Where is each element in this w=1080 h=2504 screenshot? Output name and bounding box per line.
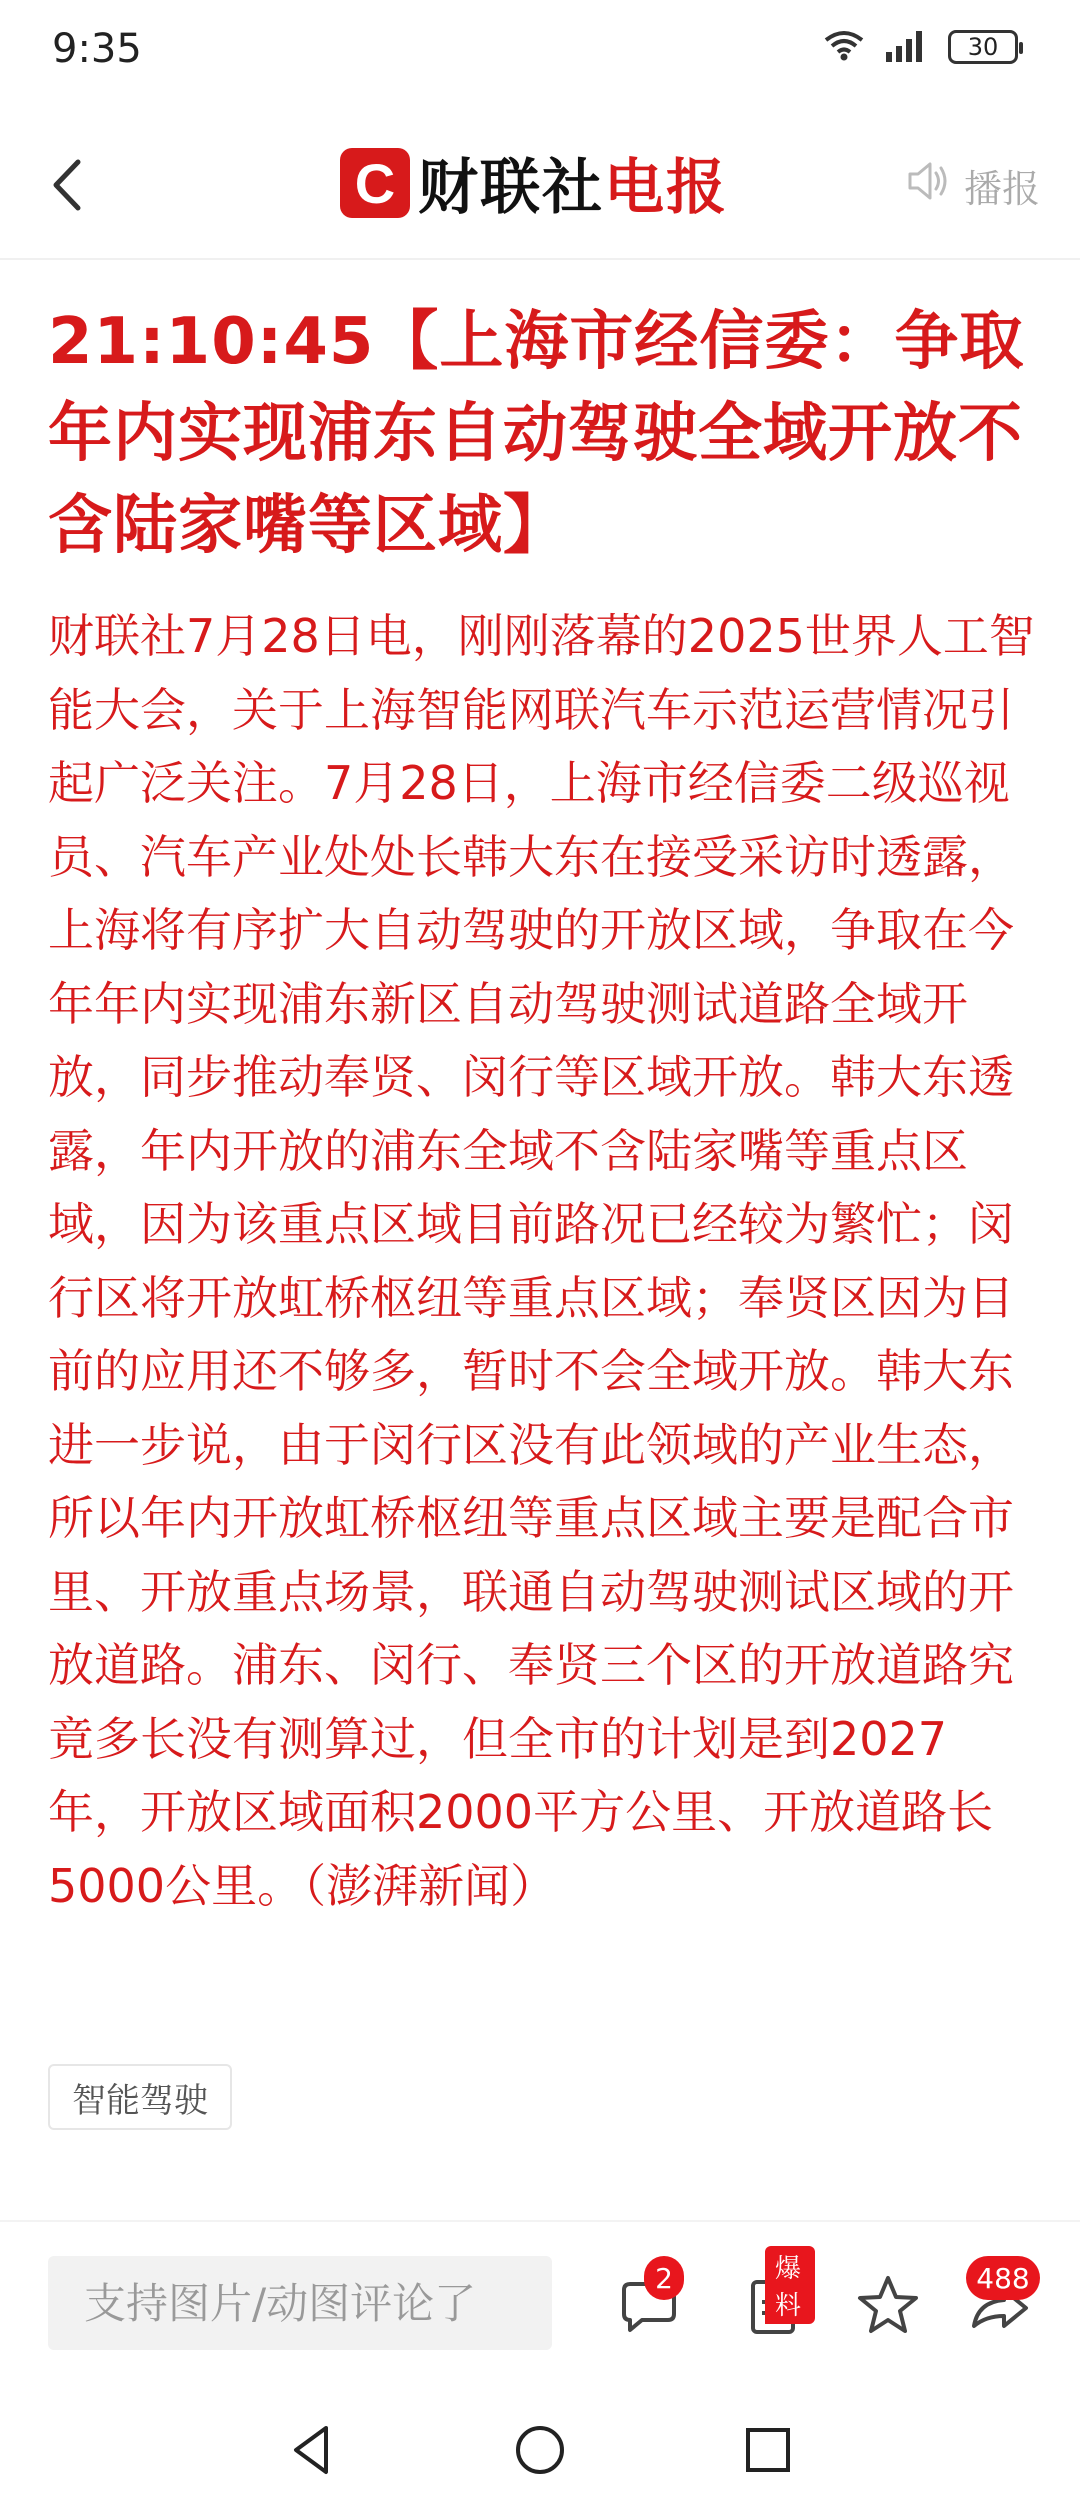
back-button[interactable] [40, 150, 100, 220]
app-header [0, 110, 1080, 260]
chevron-left-icon [40, 205, 100, 224]
circle-home-icon [510, 2465, 570, 2484]
logo-text-telegraph: 电报 [604, 153, 728, 223]
share-icon [960, 2331, 1040, 2350]
comment-count-badge: 2 [644, 2256, 684, 2300]
system-nav-bar [0, 2390, 1080, 2504]
comment-button[interactable] [610, 2261, 690, 2346]
battery-icon: 30 [948, 30, 1018, 64]
share-count-badge: 488 [966, 2256, 1040, 2300]
logo-text-brand: 财联社 [418, 153, 604, 223]
article-headline: 21:10:45【上海市经信委：争取年内实现浦东自动驾驶全域开放不含陆家嘴等区域】 [48, 305, 1025, 563]
bottom-action-bar [0, 2220, 1080, 2392]
star-icon [848, 2331, 928, 2350]
comment-icon [610, 2331, 690, 2350]
share-button[interactable] [960, 2261, 1040, 2346]
signal-icon [884, 28, 930, 66]
wifi-icon [822, 28, 866, 66]
broadcast-label: 播报 [963, 167, 1040, 211]
square-recents-icon [738, 2465, 798, 2484]
nav-home-button[interactable] [510, 2420, 570, 2480]
logo-mark: C [340, 148, 410, 218]
broadcast-button[interactable] [904, 158, 1040, 213]
article [48, 296, 1038, 1923]
comment-input[interactable] [48, 2256, 552, 2350]
status-time: 9:35 [52, 26, 142, 72]
nav-recents-button[interactable] [738, 2420, 798, 2480]
nav-back-button[interactable] [282, 2420, 342, 2480]
report-button[interactable] [735, 2254, 815, 2346]
article-body: 财联社7月28日电，刚刚落幕的2025世界人工智能大会，关于上海智能网联汽车示范运营情况引起广泛关注。7月28日，上海市经信委二级巡视员、汽车产业处处长韩大东在接受采访时透露，上海将有序扩大自动驾驶的开放区域，争取在今年年内实现浦东新区自动驾驶测试道路全域开放，同步推动奉贤、闵行等区域开放。韩大东透露，年内开放的浦东全域不含陆家嘴等重点区域，因为该重点区域目前路况已经较为繁忙；闵行区将开放虹桥枢纽等重点区域；奉贤区因为目前的应用还不够多，暂时不会全域开放。韩大东进一步说，由于闵行区没有此领域的产业生态，所以年内开放虹桥枢纽等重点区域主要是配合市里、开放重点场景，联通自动驾驶测试区域的开放道路。浦东、闵行、奉贤三个区的开放道路究竟多长没有测算过，但全市的计划是到2027年，开放区域面积2000平方公里、开放道路长5000公里。（澎湃新闻） [48, 609, 1035, 1913]
speaker-icon [904, 158, 950, 213]
report-icon [735, 2331, 815, 2350]
favorite-button[interactable] [848, 2266, 928, 2346]
tip-badge: 爆料 [765, 2246, 815, 2324]
topic-tag[interactable]: 智能驾驶 [48, 2064, 232, 2130]
app-logo [340, 148, 728, 223]
triangle-back-icon [282, 2465, 342, 2484]
status-bar [0, 0, 1080, 110]
status-icons [822, 28, 1018, 66]
